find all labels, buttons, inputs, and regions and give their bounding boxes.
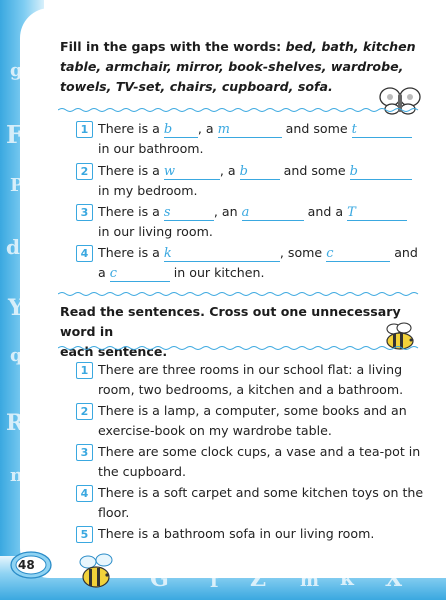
item-text: and a [307, 204, 344, 219]
answer-blank[interactable]: T [347, 206, 407, 221]
item-number-badge: 4 [76, 245, 93, 262]
task1-word-list: bed, bath, kitchen table, armchair, mirror, book-shelves, wardrobe, towels, TV-set, chairs, cupboard, sofa. [60, 39, 416, 94]
decorative-letter: n [10, 465, 24, 486]
task1-item-4 [98, 243, 428, 263]
item-number-badge: 2 [76, 163, 93, 180]
item-text: , a [197, 121, 214, 136]
answer-blank[interactable]: w [164, 165, 220, 180]
task2-item-line[interactable]: There is a lamp, a computer, some books and an [98, 403, 407, 418]
decorative-letter: F [6, 120, 24, 149]
answer-blank[interactable]: t [352, 123, 412, 138]
task1-item-2 [98, 161, 428, 181]
answer-blank[interactable]: k [164, 247, 280, 262]
decorative-letter: Z [250, 566, 267, 592]
item-text: in our bathroom. [98, 141, 204, 156]
item-text: , an [213, 204, 238, 219]
item-text: and some [283, 163, 346, 178]
task1-item-4-line2 [98, 263, 264, 283]
item-text: , a [219, 163, 236, 178]
decorative-letter: q [10, 345, 23, 366]
item-text: There is a [98, 121, 160, 136]
task2-item-line[interactable]: There are some clock cups, a vase and a tea-pot in [98, 444, 421, 459]
answer-blank[interactable]: m [218, 123, 282, 138]
item-number-badge: 3 [76, 444, 93, 461]
decorative-letter: G [150, 566, 169, 592]
task1-instruction-text: Fill in the gaps with the words: [60, 39, 282, 54]
item-text: and [394, 245, 418, 260]
task2-item-line[interactable]: the cupboard. [98, 464, 186, 479]
bee-mascot-icon [74, 548, 118, 592]
wavy-divider [58, 345, 422, 351]
decorative-letter: Y [8, 295, 24, 321]
answer-blank[interactable]: c [110, 267, 170, 282]
item-text: There is a [98, 245, 160, 260]
task2-instruction [60, 302, 428, 362]
task2-item-line[interactable]: There are three rooms in our school flat: a living [98, 362, 403, 377]
answer-blank[interactable]: b [164, 123, 198, 138]
task1-item-1 [98, 119, 428, 139]
item-number-badge: 3 [76, 204, 93, 221]
item-text: and some [285, 121, 348, 136]
item-text: There is a [98, 163, 160, 178]
task1-instruction [60, 37, 428, 97]
item-text: in our kitchen. [173, 265, 265, 280]
answer-blank[interactable]: c [326, 247, 390, 262]
item-text: a [98, 265, 106, 280]
task2-instruction-line: each sentence. [60, 344, 168, 359]
item-number-badge: 1 [76, 121, 93, 138]
item-text: in my bedroom. [98, 183, 198, 198]
decorative-letter: g [10, 60, 23, 81]
answer-blank[interactable]: b [350, 165, 412, 180]
answer-blank[interactable]: s [164, 206, 214, 221]
decorative-letter: m [300, 570, 320, 591]
task2-instruction-line: Read the sentences. Cross out one unnecessary word in [60, 304, 401, 339]
answer-blank[interactable]: a [242, 206, 304, 221]
decorative-letter: P [10, 175, 24, 196]
task2-item-line[interactable]: floor. [98, 505, 130, 520]
decorative-letter: f [210, 568, 219, 592]
task1-item-3 [98, 202, 428, 222]
decorative-letter: k [340, 566, 354, 590]
decorative-letter: R [6, 410, 25, 436]
wavy-divider [58, 107, 422, 113]
task2-item-line[interactable]: room, two bedrooms, a kitchen and a bathroom. [98, 382, 404, 397]
item-text: in our living room. [98, 224, 213, 239]
answer-blank[interactable]: b [240, 165, 280, 180]
decorative-letter: d [6, 235, 20, 259]
page-number: 48 [18, 558, 35, 572]
item-text: , some [279, 245, 323, 260]
item-text: There is a [98, 204, 160, 219]
item-number-badge: 2 [76, 403, 93, 420]
task2-item-line[interactable]: There is a soft carpet and some kitchen toys on the [98, 485, 424, 500]
task2-item-line[interactable]: There is a bathroom sofa in our living room. [98, 526, 375, 541]
decorative-letter: X [385, 566, 403, 592]
item-number-badge: 5 [76, 526, 93, 543]
task2-item-line[interactable]: exercise-book on my wardrobe table. [98, 423, 332, 438]
item-number-badge: 1 [76, 362, 93, 379]
item-number-badge: 4 [76, 485, 93, 502]
wavy-divider [58, 291, 422, 297]
